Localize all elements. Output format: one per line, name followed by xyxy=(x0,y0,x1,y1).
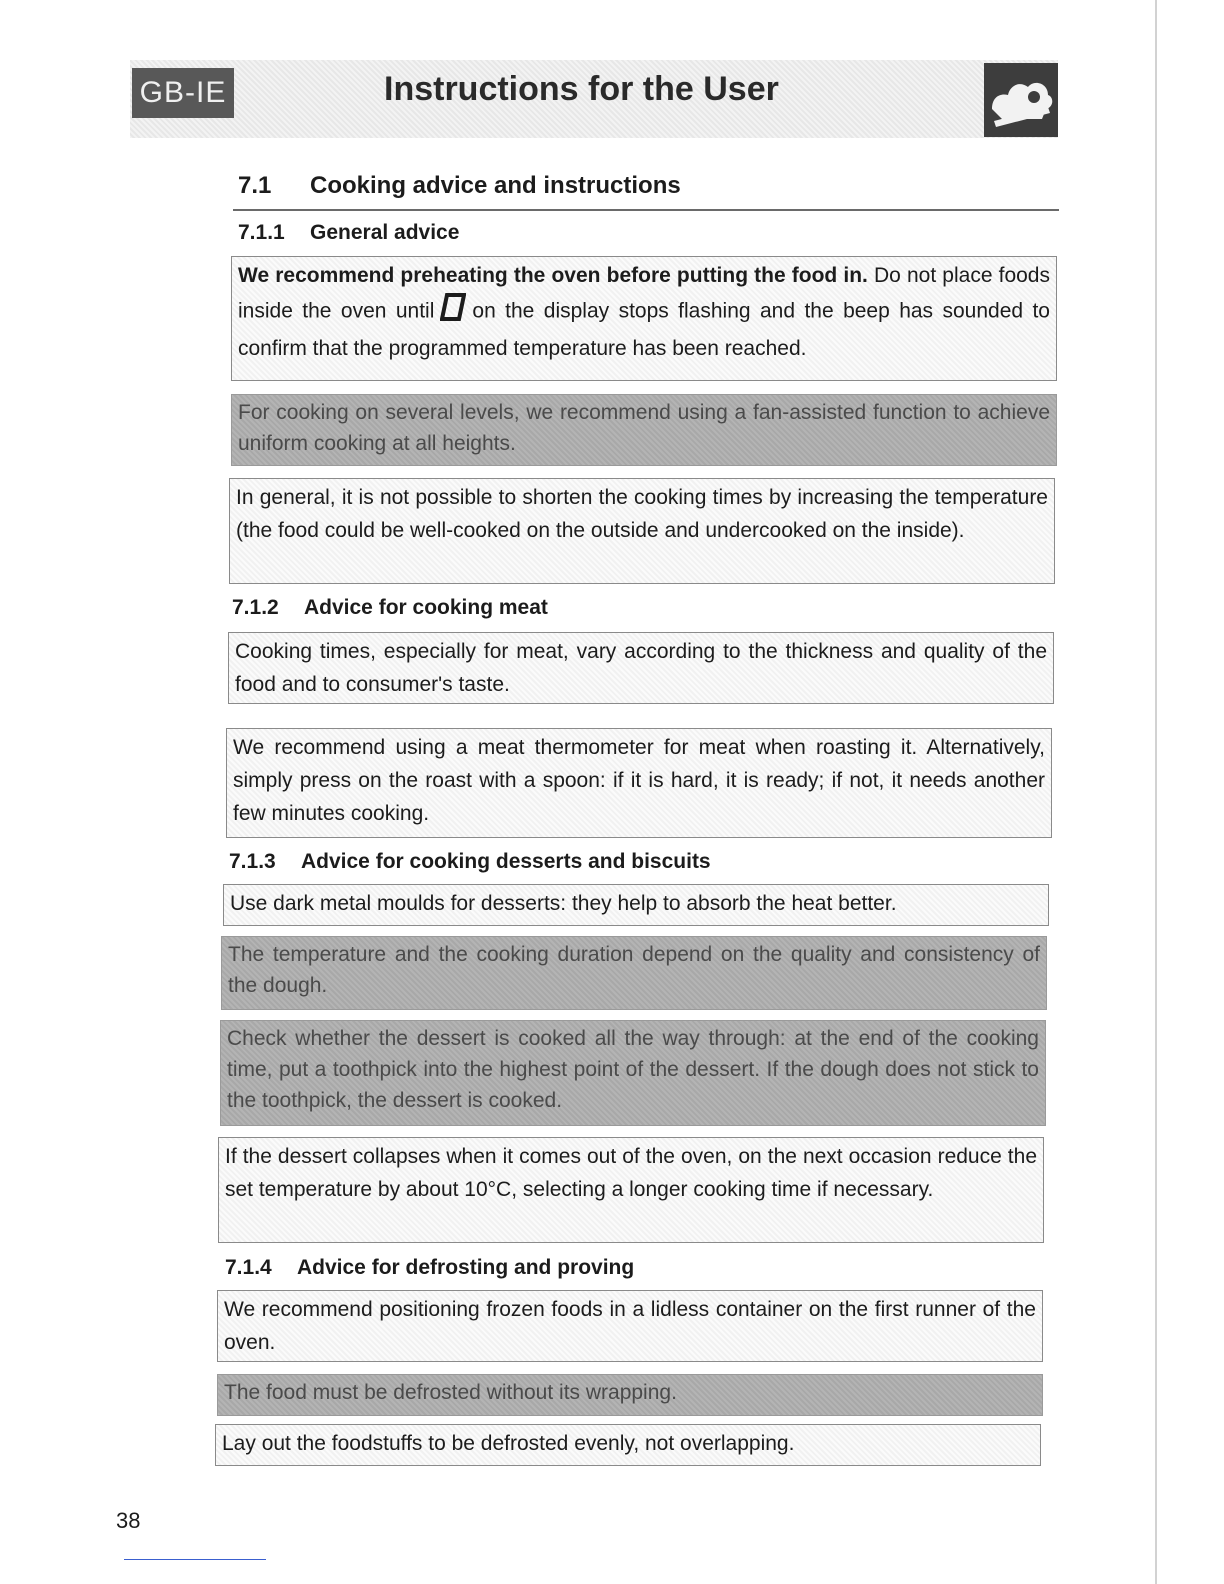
section-divider xyxy=(233,209,1059,211)
advice-box-highlight: The temperature and the cooking duration depend on the quality and consistency of the dough. xyxy=(221,936,1047,1010)
advice-box-highlight: Check whether the dessert is cooked all the way through: at the end of the cooking time, put a toothpick into the highest point of the dessert. If the dough does not stick to the toothpick, the dessert is cooked. xyxy=(220,1020,1046,1126)
advice-box: If the dessert collapses when it comes out of the oven, on the next occasion reduce the set temperature by about 10°C, selecting a longer cooking time if necessary. xyxy=(218,1137,1044,1243)
section-number: 7.1 xyxy=(238,172,272,199)
advice-box-highlight: The food must be defrosted without its wrapping. xyxy=(217,1374,1043,1416)
advice-bold-lead: We recommend preheating the oven before putting the food in. xyxy=(238,264,868,287)
subsection-heading: 7.1.1 General advice xyxy=(238,221,460,244)
page-edge-line xyxy=(1155,0,1157,1584)
page-number: 38 xyxy=(116,1508,141,1533)
region-badge: GB-IE xyxy=(132,68,234,118)
advice-box: We recommend positioning frozen foods in a lidless container on the first runner of the oven. xyxy=(217,1290,1043,1362)
temperature-display-icon xyxy=(440,292,466,332)
advice-box: We recommend preheating the oven before putting the food in. Do not place foods inside the oven until on the display stops flashing and the beep has sounded to confirm that the programmed temperature has been reached. xyxy=(231,256,1057,381)
advice-box: Use dark metal moulds for desserts: they help to absorb the heat better. xyxy=(223,884,1049,926)
page-title: Instructions for the User xyxy=(384,70,779,108)
advice-box-highlight: For cooking on several levels, we recommend using a fan-assisted function to achieve uniform cooking at all heights. xyxy=(231,394,1057,466)
footer-rule xyxy=(124,1559,266,1560)
advice-box: Lay out the foodstuffs to be defrosted evenly, not overlapping. xyxy=(215,1424,1041,1466)
section-title-text: Cooking advice and instructions xyxy=(310,172,681,199)
subsection-heading: 7.1.3 Advice for cooking desserts and biscuits xyxy=(229,850,711,873)
subsection-heading: 7.1.4 Advice for defrosting and proving xyxy=(225,1256,635,1279)
advice-box: In general, it is not possible to shorten the cooking times by increasing the temperature (the food could be well-cooked on the outside and undercooked on the inside). xyxy=(229,478,1055,584)
subsection-heading: 7.1.2 Advice for cooking meat xyxy=(232,596,548,619)
section-title xyxy=(238,172,681,200)
advice-box: We recommend using a meat thermometer for meat when roasting it. Alternatively, simply press on the roast with a spoon: if it is hard, it is ready; if not, it needs another few minutes cooking. xyxy=(226,728,1052,838)
chef-hat-icon xyxy=(984,63,1058,137)
advice-box: Cooking times, especially for meat, vary according to the thickness and quality of the food and to consumer's taste. xyxy=(228,632,1054,704)
